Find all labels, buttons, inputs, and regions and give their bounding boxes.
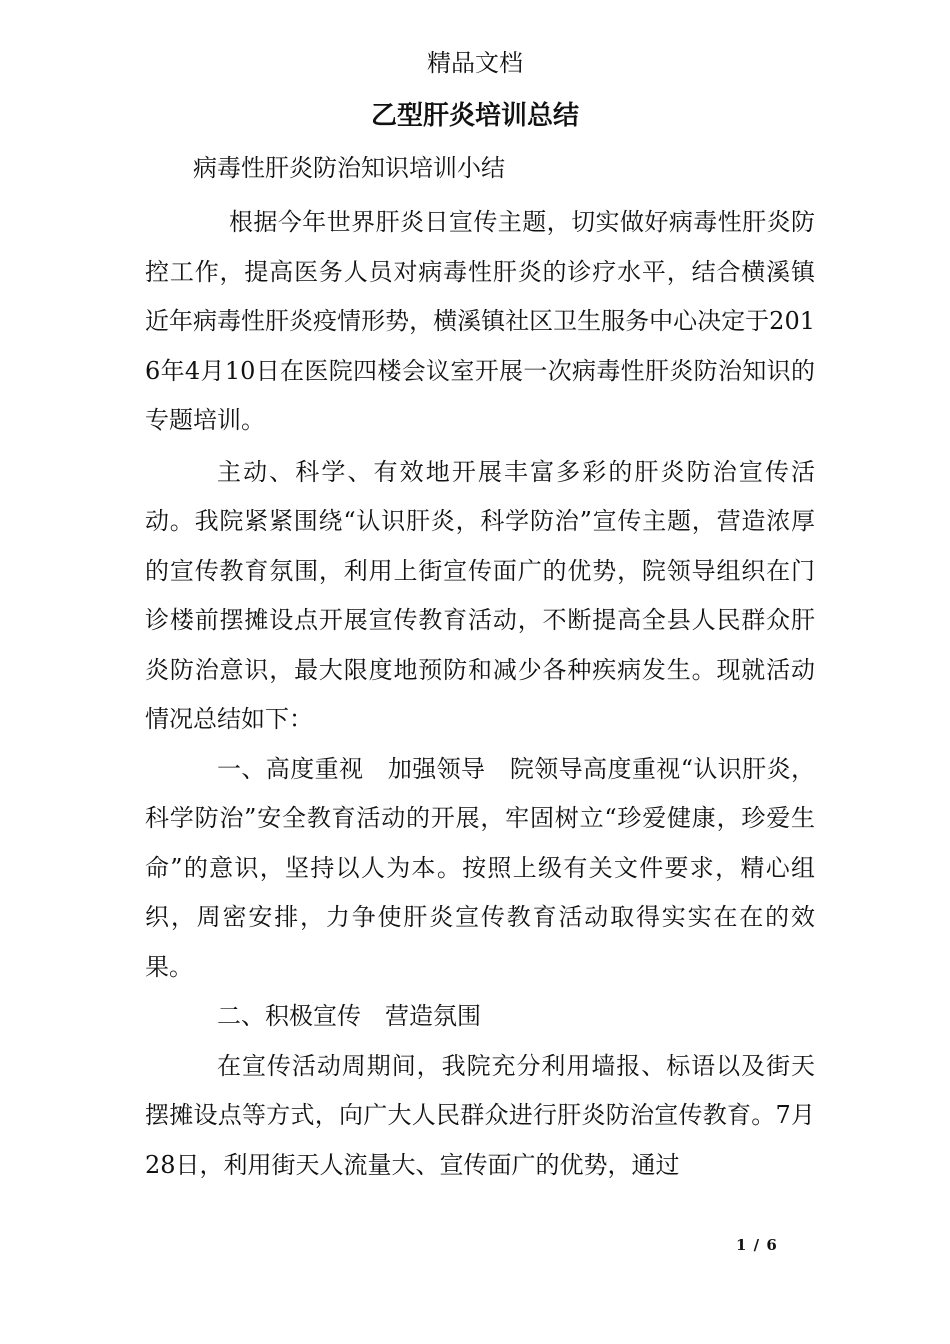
document-title: 乙型肝炎培训总结: [370, 101, 579, 131]
document-subtitle: 病毒性肝炎防治知识培训小结: [193, 154, 505, 182]
paragraph-section-two-heading: 二、积极宣传 营造氛围: [217, 1002, 481, 1030]
paragraph-section-one: 一、高度重视 加强领导 院领导高度重视“认识肝炎，科学防治”安全教育活动的开展，牢固树立“珍爱健康，珍爱生命”的意识，坚持以人为本。按照上级有关文件要求，精心组织，周密安排，力争使肝炎宣传教育活动取得实实在在的效果。: [145, 754, 815, 981]
paragraph-activity: 主动、科学、有效地开展丰富多彩的肝炎防治宣传活动。我院紧紧围绕“认识肝炎，科学防治”宣传主题，营造浓厚的宣传教育氛围，利用上街宣传面广的优势，院领导组织在门诊楼前摆摊设点开展宣传教育活动，不断提高全县人民群众肝炎防治意识，最大限度地预防和减少各种疾病发生。现就活动情况总结如下：: [145, 457, 815, 733]
page-header-label: 精品文档: [427, 49, 523, 77]
paragraph-intro: 根据今年世界肝炎日宣传主题，切实做好病毒性肝炎防控工作，提高医务人员对病毒性肝炎的诊疗水平，结合横溪镇近年病毒性肝炎疫情形势，横溪镇社区卫生服务中心决定于2016年4月10日在医院四楼会议室开展一次病毒性肝炎防治知识的专题培训。: [145, 208, 815, 434]
paragraph-section-two-body: 在宣传活动周期间，我院充分利用墙报、标语以及街天摆摊设点等方式，向广大人民群众进行肝炎防治宣传教育。7月28日，利用街天人流量大、宣传面广的优势，通过: [145, 1051, 815, 1179]
document-body: [145, 198, 815, 1190]
page-number: 1 / 6: [736, 1236, 778, 1254]
